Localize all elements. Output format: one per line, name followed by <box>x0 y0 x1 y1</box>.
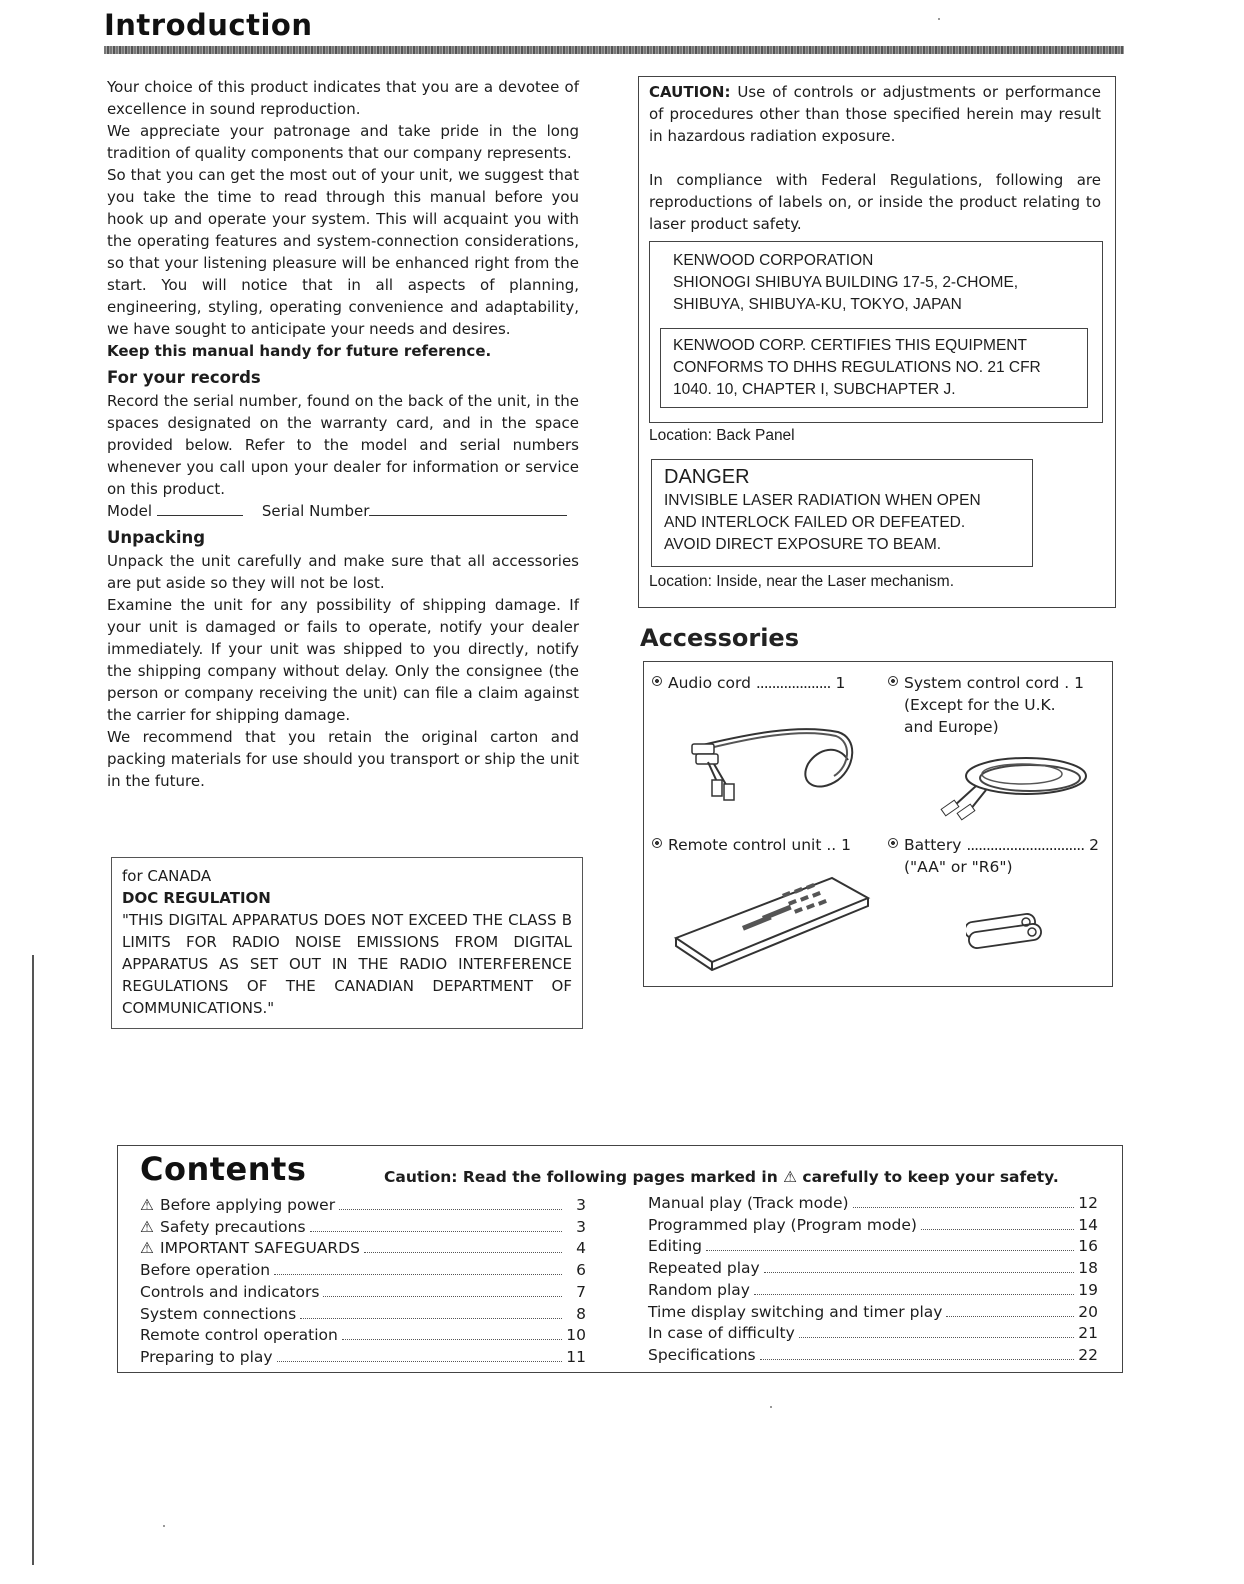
toc-entry-label: ⚠ Safety precautions <box>140 1217 306 1239</box>
toc-page-number: 8 <box>576 1304 586 1323</box>
system-cord-illustration <box>926 746 1096 826</box>
accessory-note: and Europe) <box>904 718 999 736</box>
toc-leader <box>706 1250 1074 1251</box>
toc-page-number: 22 <box>1078 1345 1098 1364</box>
toc-entry <box>140 1325 586 1347</box>
model-label: Model <box>107 502 153 520</box>
accessory-qty: 2 <box>1089 836 1099 854</box>
toc-leader <box>760 1359 1074 1360</box>
toc-page-number: 12 <box>1078 1194 1098 1212</box>
intro-paragraph: We appreciate your patronage and take pride in the long tradition of quality components that our company represents. <box>107 122 579 162</box>
toc-page-number: 20 <box>1078 1302 1098 1321</box>
cert-line: CONFORMS TO DHHS REGULATIONS NO. 21 CFR <box>673 359 1041 376</box>
toc-page-number: 4 <box>576 1239 586 1258</box>
model-blank <box>157 515 243 516</box>
toc-entry <box>140 1304 586 1326</box>
toc-right-column <box>648 1193 1098 1367</box>
accessory-label: Remote control unit <box>668 836 822 854</box>
warning-icon: ⚠ <box>140 1196 154 1214</box>
toc-leader <box>764 1272 1074 1273</box>
location-inside: Location: Inside, near the Laser mechanism. <box>649 573 955 590</box>
bullet-icon <box>652 838 662 848</box>
toc-leader <box>921 1229 1074 1230</box>
toc-page-number: 7 <box>576 1282 586 1301</box>
toc-entry <box>648 1345 1098 1367</box>
toc-page-number: 21 <box>1078 1324 1098 1343</box>
unpacking-paragraph: We recommend that you retain the original carton and packing materials for use should you transport or ship the unit in the future. <box>107 728 579 790</box>
keep-manual-note: Keep this manual handy for future reference. <box>107 342 492 360</box>
accessory-note: ("AA" or "R6") <box>904 858 1013 876</box>
danger-line: AVOID DIRECT EXPOSURE TO BEAM. <box>664 536 942 553</box>
toc-page-number: 6 <box>576 1261 586 1280</box>
toc-entry <box>648 1193 1098 1215</box>
company-address <box>673 250 1018 316</box>
records-heading: For your records <box>107 368 261 387</box>
toc-leader <box>323 1296 562 1297</box>
toc-entry-label: Time display switching and timer play <box>648 1302 943 1321</box>
unpacking-paragraph: Examine the unit for any possibility of shipping damage. If your unit is damaged or fails to operate, notify your dealer immediately. If your unit was shipped to you directly, notify the shipping company without delay. Only the consignee (the person or company receiving the unit) can file a claim against the carrier for shipping damage. <box>107 596 579 724</box>
toc-entry-label: Specifications <box>648 1345 756 1364</box>
accessory-qty: 1 <box>835 674 846 692</box>
serial-label: Serial Number <box>261 502 370 520</box>
model-serial-line <box>107 500 579 522</box>
caution-text-block <box>649 81 1101 257</box>
margin-line <box>32 955 34 1565</box>
warning-icon: ⚠ <box>140 1239 154 1258</box>
toc-left-column <box>140 1195 586 1369</box>
remote-control-illustration <box>672 858 872 978</box>
intro-paragraph: So that you can get the most out of your unit, we suggest that you take the time to read through this manual before you hook up and operate your system. This will acquaint you with the operating features and system-connection considerations, so that your listening pleasure will be enhanced right from the start. You will notice that in all aspects of planning, engineering, styling, operating convenience and adaptability, we have sought to anticipate your needs and desires. <box>107 166 579 338</box>
toc-page-number: 10 <box>566 1326 586 1345</box>
bullet-icon <box>888 838 898 848</box>
toc-entry <box>140 1347 586 1369</box>
doc-regulation-title: DOC REGULATION <box>122 889 271 907</box>
toc-leader <box>946 1316 1074 1317</box>
toc-entry-label: Editing <box>648 1237 702 1256</box>
accessories-title: Accessories <box>640 624 799 652</box>
contents-caution: Caution: Read the following pages marked in ⚠ carefully to keep your safety. <box>384 1168 1059 1186</box>
contents-title: Contents <box>140 1150 307 1188</box>
records-text: Record the serial number, found on the back of the unit, in the spaces designated on the warranty card, and in the space provided below. Refer to the model and serial numbers whenever you call upon your dealer for information or service on this product. <box>107 392 579 498</box>
toc-leader <box>310 1231 562 1232</box>
accessory-battery: Battery .............................. 2 ("AA" or "R6") <box>888 834 1104 878</box>
toc-leader <box>300 1318 562 1319</box>
toc-page-number: 3 <box>576 1196 586 1214</box>
toc-leader <box>339 1209 562 1210</box>
toc-entry-label: Random play <box>648 1280 750 1299</box>
bullet-icon <box>652 676 662 686</box>
toc-entry <box>140 1238 586 1260</box>
cert-line: 1040. 10, CHAPTER I, SUBCHAPTER J. <box>673 381 956 398</box>
unpacking-heading: Unpacking <box>107 528 206 547</box>
serial-blank <box>369 515 567 516</box>
accessory-label: Audio cord <box>668 674 751 692</box>
cert-line: KENWOOD CORP. CERTIFIES THIS EQUIPMENT <box>673 337 1027 354</box>
doc-regulation-text: "THIS DIGITAL APPARATUS DOES NOT EXCEED THE CLASS B LIMITS FOR RADIO NOISE EMISSIONS FROM DIGITAL APPARATUS AS SET OUT IN THE RADIO INTERFERENCE REGULATIONS OF THE CANADIAN DEPARTMENT OF COMMUNICATIONS." <box>122 911 572 1017</box>
toc-entry <box>140 1195 586 1217</box>
unpacking-paragraph: Unpack the unit carefully and make sure that all accessories are put aside so they will not be lost. <box>107 552 579 592</box>
toc-page-number: 14 <box>1078 1215 1098 1234</box>
danger-line: INVISIBLE LASER RADIATION WHEN OPEN <box>664 492 981 509</box>
compliance-text: In compliance with Federal Regulations, following are reproductions of labels on, or inside the product relating to laser product safety. <box>649 171 1101 233</box>
toc-page-number: 18 <box>1078 1259 1098 1278</box>
toc-entry-label: ⚠ IMPORTANT SAFEGUARDS <box>140 1238 360 1260</box>
accessory-note: (Except for the U.K. <box>904 696 1056 714</box>
title-rule <box>104 46 1124 54</box>
page-title: Introduction <box>104 8 313 42</box>
toc-leader <box>277 1361 562 1362</box>
toc-page-number: 11 <box>566 1347 586 1366</box>
caution-box <box>638 76 1116 608</box>
toc-entry-label: Remote control operation <box>140 1326 338 1345</box>
toc-entry-label: In case of difficulty <box>648 1324 795 1343</box>
toc-page-number: 19 <box>1078 1280 1098 1299</box>
battery-illustration <box>966 908 1046 952</box>
scan-speck <box>770 1406 772 1408</box>
toc-entry <box>648 1215 1098 1237</box>
toc-page-number: 3 <box>576 1217 586 1236</box>
certifies-box <box>660 328 1088 408</box>
toc-entry-label: Before operation <box>140 1261 271 1280</box>
bullet-icon <box>888 676 898 686</box>
audio-cord-illustration <box>688 704 860 804</box>
address-line: SHIBUYA, SHIBUYA-KU, TOKYO, JAPAN <box>673 296 962 313</box>
accessory-audio-cord: Audio cord ................... 1 <box>652 672 866 694</box>
toc-entry-label: Manual play (Track mode) <box>648 1194 849 1212</box>
toc-leader <box>754 1294 1074 1295</box>
danger-label <box>651 459 1033 567</box>
scan-speck <box>163 1525 165 1527</box>
toc-page-number: 16 <box>1078 1237 1098 1256</box>
caution-label: CAUTION: <box>649 83 731 101</box>
toc-leader <box>274 1274 562 1275</box>
toc-entry <box>648 1280 1098 1302</box>
toc-entry <box>648 1236 1098 1258</box>
toc-entry <box>140 1260 586 1282</box>
toc-entry <box>648 1323 1098 1345</box>
toc-leader <box>853 1207 1074 1208</box>
canada-line: for CANADA <box>122 867 212 885</box>
accessory-qty: 1 <box>1074 674 1084 692</box>
intro-column <box>107 76 579 792</box>
toc-leader <box>364 1252 562 1253</box>
caution-text: Use of controls or adjustments or performance of procedures other than those specified herein may result in hazardous radiation exposure. <box>649 83 1101 145</box>
warning-icon: ⚠ <box>140 1217 154 1236</box>
intro-paragraph: Your choice of this product indicates that you are a devotee of excellence in sound reproduction. <box>107 78 579 118</box>
danger-title: DANGER <box>664 466 750 488</box>
toc-entry <box>140 1282 586 1304</box>
toc-entry-label: Preparing to play <box>140 1347 273 1366</box>
toc-entry <box>140 1217 586 1239</box>
toc-entry-label: ⚠ Before applying power <box>140 1195 335 1217</box>
toc-entry <box>648 1258 1098 1280</box>
toc-leader <box>799 1337 1074 1338</box>
accessory-qty: 1 <box>841 836 852 854</box>
toc-entry-label: Controls and indicators <box>140 1282 320 1301</box>
accessory-label: System control cord <box>904 674 1060 692</box>
accessory-system-cord: System control cord . 1 (Except for the U.K. and Europe) <box>888 672 1108 738</box>
accessory-remote: Remote control unit .. 1 <box>652 834 874 856</box>
location-back-panel: Location: Back Panel <box>649 427 795 444</box>
toc-entry-label: Programmed play (Program mode) <box>648 1215 917 1234</box>
address-line: KENWOOD CORPORATION <box>673 252 874 269</box>
danger-line: AND INTERLOCK FAILED OR DEFEATED. <box>664 514 966 531</box>
toc-entry <box>648 1302 1098 1324</box>
scan-speck <box>938 18 940 20</box>
contents-box <box>117 1145 1123 1373</box>
accessories-box <box>643 661 1113 987</box>
toc-leader <box>342 1339 562 1340</box>
accessory-label: Battery <box>904 836 962 854</box>
toc-entry-label: System connections <box>140 1304 297 1323</box>
address-line: SHIONOGI SHIBUYA BUILDING 17-5, 2-CHOME, <box>673 274 1019 291</box>
toc-entry-label: Repeated play <box>648 1259 760 1278</box>
certification-label <box>649 241 1103 423</box>
canada-doc-box <box>111 857 583 1029</box>
